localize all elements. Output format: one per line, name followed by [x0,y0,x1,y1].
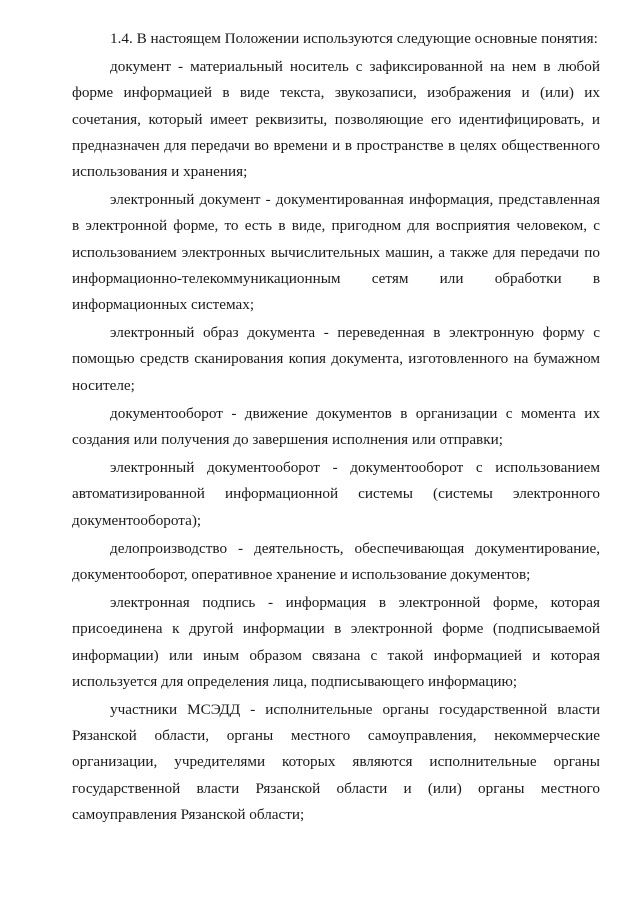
definition-document: документ - материальный носитель с зафиксированной на нем в любой форме информацией в виде текста, звукозаписи, изображения и (или) их сочетания, который имеет реквизиты, позволяющие его идентифицировать, и предназначен для передачи во времени и в пространстве в целях общественного использования и хранения; [72,58,600,181]
definition-office-work: делопроизводство - деятельность, обеспечивающая документирование, документооборот, оперативное хранение и использование документов; [72,539,600,584]
definition-msedd-participants: участники МСЭДД - исполнительные органы государственной власти Рязанской области, органы местного самоуправления, некоммерческие организации, учредителями которых являются исполнительные органы государственной власти Рязанской области и (или) органы местного самоуправления Рязанской области; [72,701,600,823]
section-intro: 1.4. В настоящем Положении используются следующие основные понятия: [110,30,598,47]
definition-document-flow: документооборот - движение документов в организации с момента их создания или получения до завершения исполнения или отправки; [72,404,600,449]
document-page [72,26,600,828]
definition-electronic-image: электронный образ документа - переведенная в электронную форму с помощью средств сканирования копия документа, изготовленного на бумажном носителе; [72,324,600,394]
definition-electronic-document-flow: электронный документооборот - документооборот с использованием автоматизированной информационной системы (системы электронного документооборота); [72,459,600,529]
definition-electronic-signature: электронная подпись - информация в электронной форме, которая присоединена к другой информации в электронной форме (подписываемой информации) или иным образом связана с такой информацией и которая используется для определения лица, подписывающего информацию; [72,594,600,690]
definition-electronic-document: электронный документ - документированная информация, представленная в электронной форме, то есть в виде, пригодном для восприятия человеком, с использованием электронных вычислительных машин, а также для передачи по информационно-телекоммуникационным сетям или обработки в информационных системах; [72,191,600,314]
